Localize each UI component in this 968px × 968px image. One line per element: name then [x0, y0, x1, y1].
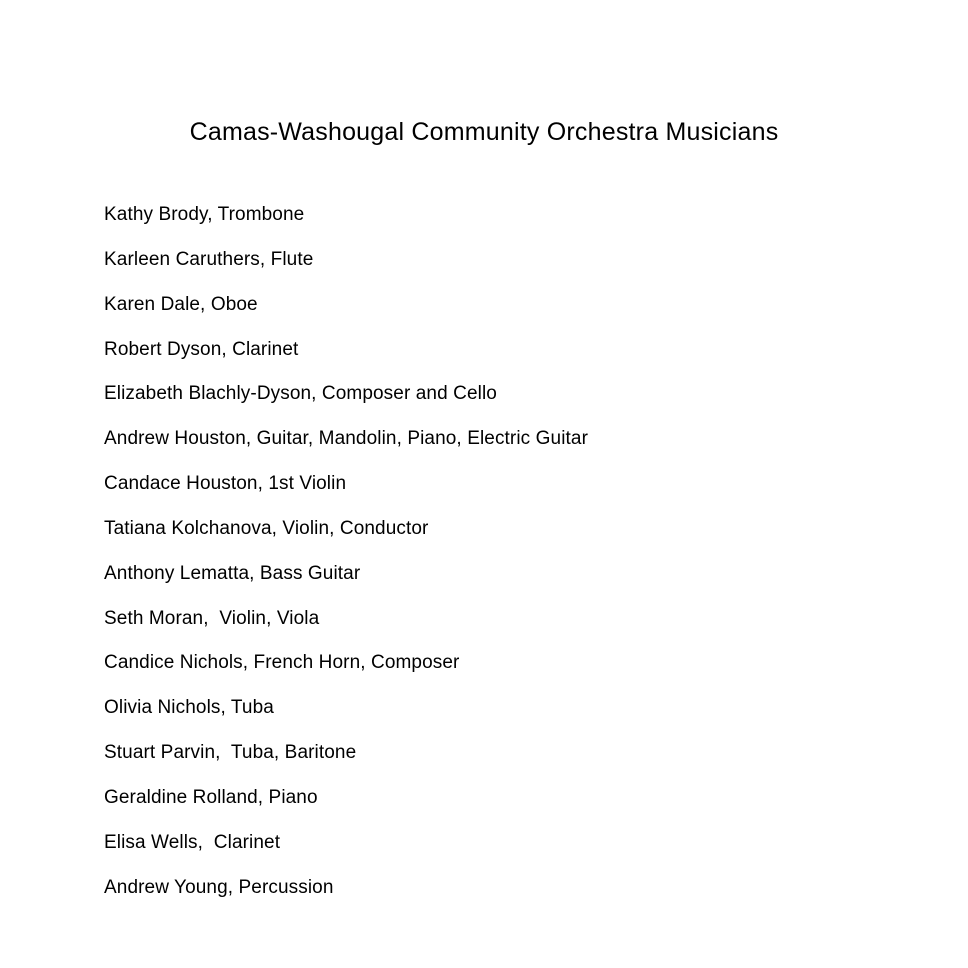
musician-entry: Robert Dyson, Clarinet: [104, 338, 299, 360]
musician-entry: Seth Moran, Violin, Viola: [104, 607, 320, 629]
musician-entry: Geraldine Rolland, Piano: [104, 786, 318, 808]
musician-entry: Anthony Lematta, Bass Guitar: [104, 562, 361, 584]
musician-entry: Tatiana Kolchanova, Violin, Conductor: [104, 517, 429, 539]
musician-entry: Olivia Nichols, Tuba: [104, 697, 274, 719]
musician-entry: Candice Nichols, French Horn, Composer: [104, 652, 460, 674]
musician-entry: Kathy Brody, Trombone: [104, 204, 305, 225]
musician-entry: Candace Houston, 1st Violin: [104, 473, 347, 495]
musician-list: [104, 193, 908, 911]
page-title: Camas-Washougal Community Orchestra Musicians: [189, 118, 779, 146]
musician-entry: Karen Dale, Oboe: [104, 293, 258, 315]
musician-entry: Karleen Caruthers, Flute: [104, 248, 314, 270]
musician-entry: Stuart Parvin, Tuba, Baritone: [104, 742, 357, 764]
musician-entry: Andrew Houston, Guitar, Mandolin, Piano, Electric Guitar: [104, 428, 588, 450]
musician-entry: Andrew Young, Percussion: [104, 876, 334, 898]
musician-entry: Elisa Wells, Clarinet: [104, 831, 281, 853]
musician-entry: Elizabeth Blachly-Dyson, Composer and Cello: [104, 383, 497, 405]
